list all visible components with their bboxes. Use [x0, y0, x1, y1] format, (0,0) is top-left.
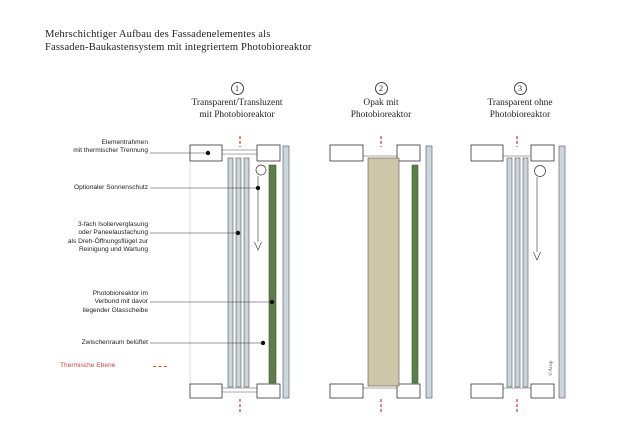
heading-line-2: Fassaden-Baukastensystem mit integriertem Photobioreaktor	[45, 42, 312, 53]
column-1-section	[190, 136, 289, 414]
column-2-section	[330, 136, 432, 414]
frame-profile-top-right	[257, 145, 280, 161]
label-frame-line-1: Elementrahmen	[101, 139, 148, 146]
frame-profile-bottom-right	[257, 384, 280, 398]
frame-profile-bottom-left	[330, 384, 363, 398]
column-number-3: 3	[514, 82, 527, 95]
glass-pane	[507, 158, 512, 387]
credit-text: ©Arup	[548, 360, 554, 376]
glass-pane	[228, 158, 233, 387]
column-title-2b: Photobioreaktor	[350, 109, 412, 120]
frame-profile-bottom-left	[190, 384, 222, 398]
outer-glass-pane	[283, 146, 289, 398]
outer-glass-pane	[559, 146, 565, 398]
legend-thermal-label: Thermische Ebene	[60, 362, 116, 369]
column-title-2a: Opak mit	[363, 98, 399, 108]
column-title-3a: Transparent ohne	[487, 98, 553, 108]
column-number-1: 1	[231, 82, 244, 95]
leader-dot-glazing	[236, 231, 240, 235]
leader-dot-frame	[206, 151, 210, 155]
leader-lines	[150, 151, 274, 345]
photobioreactor-panel	[412, 165, 418, 383]
arrow-down-icon	[534, 252, 541, 260]
label-glazing-line-1: 3-fach Isolierverglasung	[77, 221, 148, 228]
leader-dot-cavity	[261, 341, 265, 345]
glass-pane	[523, 158, 528, 387]
glass-pane	[236, 158, 241, 387]
glass-pane	[515, 158, 520, 387]
shade-roller-icon	[535, 166, 546, 177]
frame-profile-bottom-right	[397, 384, 420, 398]
column-3-section	[471, 136, 565, 414]
outer-glass-pane	[426, 146, 432, 398]
leader-dot-reactor	[270, 300, 274, 304]
shade-roller-icon	[256, 165, 266, 175]
frame-profile-bottom-left	[471, 384, 503, 398]
label-cavity-line-1: Zwischenraum belüftet	[81, 339, 148, 346]
column-number-2: 2	[375, 82, 388, 95]
frame-profile-top-right	[531, 145, 554, 161]
column-title-1b: mit Photobioreaktor	[199, 109, 275, 120]
label-reactor-line-3: liegender Glasscheibe	[82, 306, 148, 314]
column-title-1a: Transparent/Transluzent	[191, 98, 283, 108]
frame-profile-top-left	[471, 145, 503, 161]
glass-pane	[244, 158, 249, 387]
opaque-panel	[368, 158, 399, 386]
label-glazing-line-2: oder Paneelausfachung	[78, 229, 148, 237]
label-glazing-line-3: als Dreh-Öffnungsflügel zur	[67, 237, 148, 245]
label-reactor-line-2: Verbund mit davor	[94, 298, 148, 306]
heading-line-1: Mehrschichtiger Aufbau des Fassadenelementes als	[45, 29, 271, 40]
frame-profile-top-left	[330, 145, 363, 161]
column-title-3b: Photobioreaktor	[489, 109, 551, 120]
frame-profile-bottom-right	[531, 384, 554, 398]
arrow-down-icon	[255, 242, 262, 250]
label-shade-line-1: Optionaler Sonnenschutz	[73, 184, 148, 191]
frame-profile-top-right	[397, 145, 420, 161]
photobioreactor-panel	[269, 165, 276, 383]
label-frame-line-2: mit thermischer Trennung	[73, 147, 148, 155]
label-glazing-line-4: Reinigung und Wartung	[78, 245, 148, 253]
label-reactor-line-1: Photobioreaktor im	[92, 290, 148, 297]
leader-dot-shade	[256, 186, 260, 190]
